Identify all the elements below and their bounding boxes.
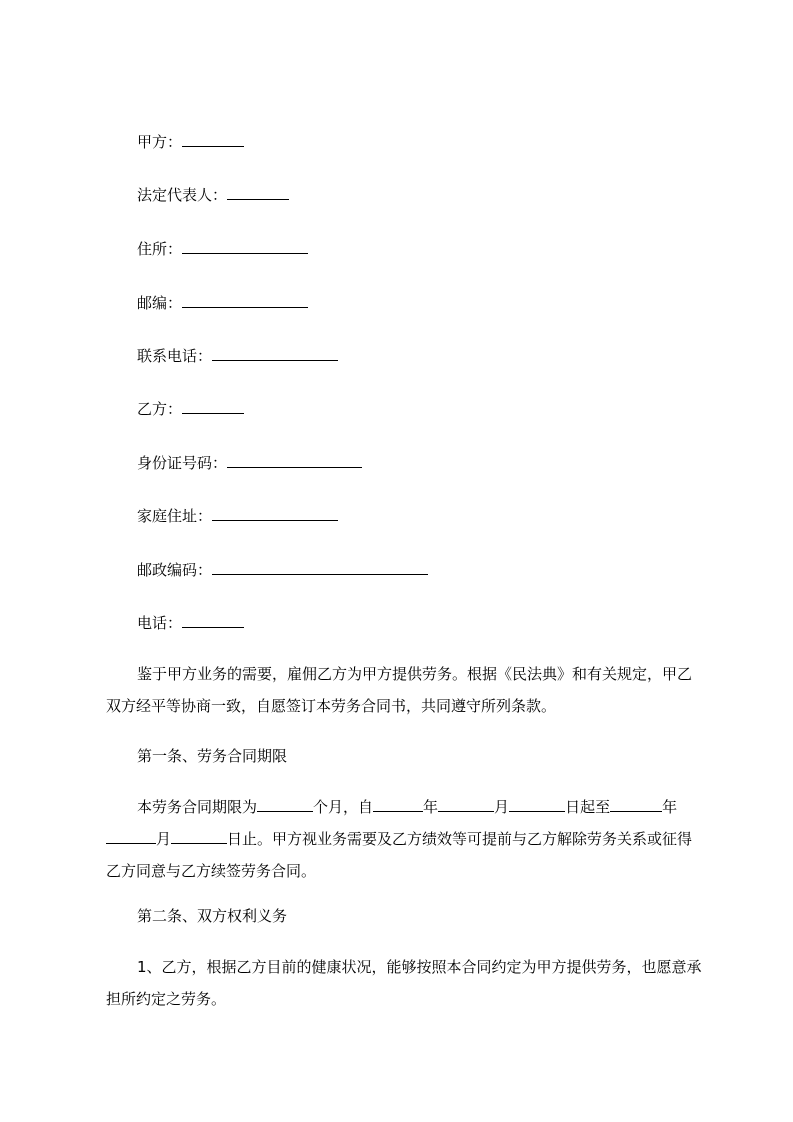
party-a-field xyxy=(137,132,244,152)
clause1-text: 1、乙方，根据乙方目前的健康状况，能够按照本合同约定为甲方提供劳务，也愿意承担所约定之劳务。 xyxy=(106,958,702,1008)
id-number-label: 身份证号码： xyxy=(137,454,228,472)
postcode-label: 邮编： xyxy=(137,294,183,312)
postal-code-field xyxy=(137,560,428,580)
address-blank[interactable] xyxy=(182,239,308,254)
postcode-field xyxy=(137,293,308,313)
home-address-field xyxy=(137,506,338,526)
end-day-blank[interactable] xyxy=(171,829,227,844)
article2-title: 第二条、双方权利义务 xyxy=(137,907,288,925)
month-text: 月 xyxy=(494,798,510,816)
phone-a-field xyxy=(137,346,338,366)
months-blank[interactable] xyxy=(257,797,313,812)
term-prefix: 本劳务合同期限为 xyxy=(137,798,258,816)
start-year-blank[interactable] xyxy=(373,797,423,812)
year2-text: 年 xyxy=(662,798,678,816)
end-month-blank[interactable] xyxy=(106,829,156,844)
party-b-field xyxy=(137,399,244,419)
party-b-blank[interactable] xyxy=(182,399,244,414)
month2-text: 月 xyxy=(156,830,172,848)
legal-rep-field xyxy=(137,185,289,205)
party-b-label: 乙方： xyxy=(137,400,183,418)
legal-rep-label: 法定代表人： xyxy=(137,186,228,204)
start-day-blank[interactable] xyxy=(509,797,565,812)
article1-rest: 甲方视业务需要及乙方绩效等可提前与乙方解除劳务关系或征得乙方同意与乙方续签劳务合同。 xyxy=(106,830,693,880)
phone-a-label: 联系电话： xyxy=(137,347,213,365)
preamble-paragraph xyxy=(106,658,706,722)
id-number-field xyxy=(137,453,362,473)
phone-a-blank[interactable] xyxy=(212,346,338,361)
phone-b-field xyxy=(137,613,244,633)
months-text: 个月，自 xyxy=(313,798,374,816)
phone-b-blank[interactable] xyxy=(182,613,244,628)
clause1-paragraph xyxy=(106,951,706,1015)
article1-title: 第一条、劳务合同期限 xyxy=(137,747,288,765)
legal-rep-blank[interactable] xyxy=(227,185,289,200)
party-a-blank[interactable] xyxy=(182,132,244,147)
id-number-blank[interactable] xyxy=(227,453,362,468)
start-month-blank[interactable] xyxy=(438,797,494,812)
postal-code-label: 邮政编码： xyxy=(137,561,213,579)
phone-b-label: 电话： xyxy=(137,614,183,632)
postcode-blank[interactable] xyxy=(182,293,308,308)
home-address-label: 家庭住址： xyxy=(137,507,213,525)
party-a-label: 甲方： xyxy=(137,133,183,151)
year-text: 年 xyxy=(423,798,439,816)
article1-paragraph xyxy=(106,791,706,887)
address-field xyxy=(137,239,308,259)
postal-code-blank[interactable] xyxy=(212,560,428,575)
preamble-text: 鉴于甲方业务的需要，雇佣乙方为甲方提供劳务。根据《民法典》和有关规定，甲乙双方经平等协商一致，自愿签订本劳务合同书，共同遵守所列条款。 xyxy=(106,665,693,715)
address-label: 住所： xyxy=(137,240,183,258)
day-from-text: 日起至 xyxy=(565,798,611,816)
home-address-blank[interactable] xyxy=(212,506,338,521)
end-year-blank[interactable] xyxy=(610,797,662,812)
day-to-text: 日止。 xyxy=(227,830,273,848)
